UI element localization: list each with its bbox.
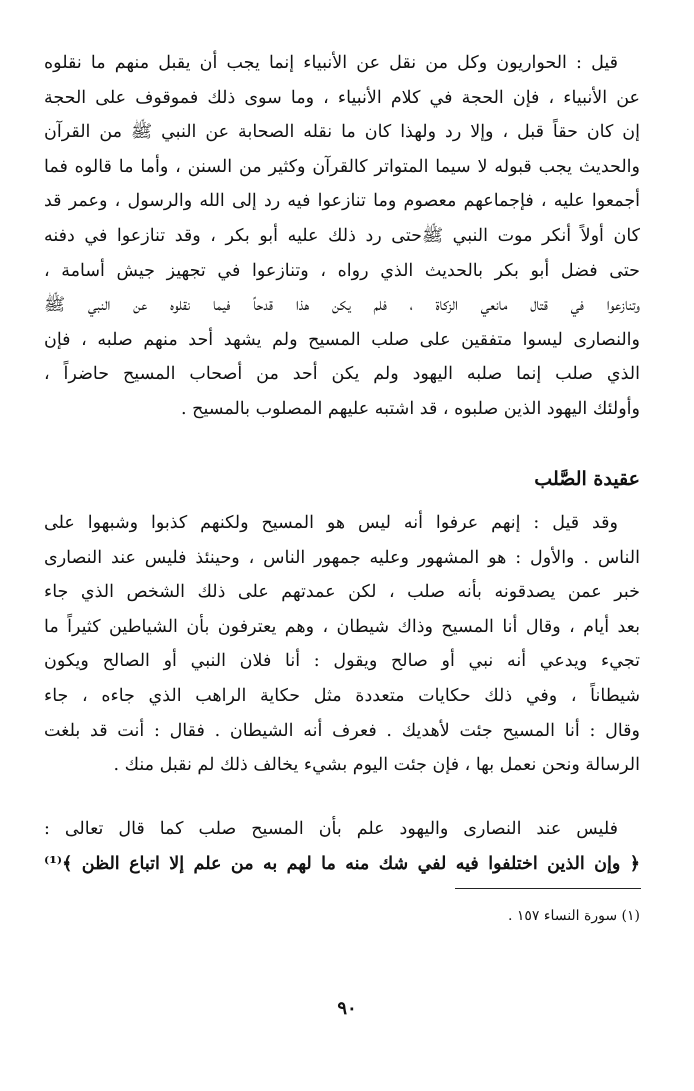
footnote: (١) سورة النساء ١٥٧ . (507, 908, 640, 924)
text-line: بعد أيام ، وقال أنا المسيح وذاك شيطان ، وهم يعترفون بأن الشياطين كثيراً ما (44, 616, 640, 637)
text-line: الرسالة ونحن نعمل بها ، فإن جئت اليوم بشيء يخالف ذلك لم نقبل منك . (113, 755, 640, 776)
text-line: فليس عند النصارى واليهود علم بأن المسيح صلب كما قال تعالى : (44, 819, 618, 839)
footnote-divider (455, 888, 641, 889)
text-line: خبر عمن يصدقونه بأنه صلب ، لكن عمدتهم على ذلك الشخص الذي جاء (44, 582, 640, 603)
text-line: حتى فضل أبو بكر بالحديث الذي رواه ، وتنازعوا في تجهيز جيش أسامة ، (44, 260, 640, 281)
paragraph-1 (44, 46, 640, 427)
text-line: وقال : أنا المسيح جئت لأهديك . فعرف أنه الشيطان . فقال : أنت قد بلغت (44, 720, 640, 741)
text-line: وقد قيل : إنهم عرفوا أنه ليس هو المسيح ولكنهم كذبوا وشبهوا على (44, 513, 618, 533)
text-line: كان أولاً أنكر موت النبي ﷺحتى رد ذلك عليه أبو بكر ، وقد تنازعوا في دفنه (44, 225, 640, 246)
text-line: وأولئك اليهود الذين صلبوه ، قد اشتبه عليهم المصلوب بالمسيح . (181, 398, 640, 419)
text-line: الذي صلب إنما صلبه اليهود ولم يكن أحد من أصحاب المسيح حاضراً ، (44, 364, 640, 385)
text-line: قيل : الحواريون وكل من نقل عن الأنبياء إنما يجب أن يقبل منهم ما نقلوه (44, 53, 618, 73)
text-line: شيطاناً ، وفي ذلك حكايات متعددة مثل حكاية الراهب الذي جاءه ، جاء (44, 685, 640, 706)
text-line: الناس . والأول : هو المشهور وعليه جمهور الناس ، وحينئذ فليس عند النصارى (44, 547, 640, 568)
text-line: أجمعوا عليه ، فإجماعهم معصوم وما تنازعوا فيه رد إلى الله والرسول ، وعمر قد (44, 191, 640, 212)
quran-verse-line: ﴿ وإن الذين اختلفوا فيه لفي شك منه ما لهم به من علم إلا اتباع الظن ﴾⁽¹⁾ (44, 853, 640, 874)
text-line: وتنازعوا في قتال مانعي الزكاة ، فلم يكن هذا قدحاً فيما نقلوه عن النبي ﷺ (44, 295, 640, 316)
page-number: ٩٠ (337, 998, 357, 1019)
text-line: عن الأنبياء ، فإن الحجة في كلام الأنبياء ، وما سوى ذلك فموقوف على الحجة (44, 87, 640, 108)
text-line: تجيء ويدعي أنه نبي أو صالح ويقول : أنا فلان النبي أو الصالح ويكون (44, 651, 640, 672)
text-line: والحديث يجب قبوله لا سيما المتواتر كالقرآن وكثير من السنن ، وأما ما قالوه فما (44, 156, 640, 177)
text-line: والنصارى ليسوا متفقين على صلب المسيح ولم يشهد أحد منهم صلبه ، فإن (44, 329, 640, 350)
text-line: إن كان حقاً قبل ، وإلا رد ولهذا كان ما نقله الصحابة عن النبي ﷺ من القرآن (44, 122, 640, 143)
section-heading: عقيدة الصَّلب (534, 468, 640, 490)
paragraph-2 (44, 506, 640, 783)
paragraph-3 (44, 812, 640, 881)
